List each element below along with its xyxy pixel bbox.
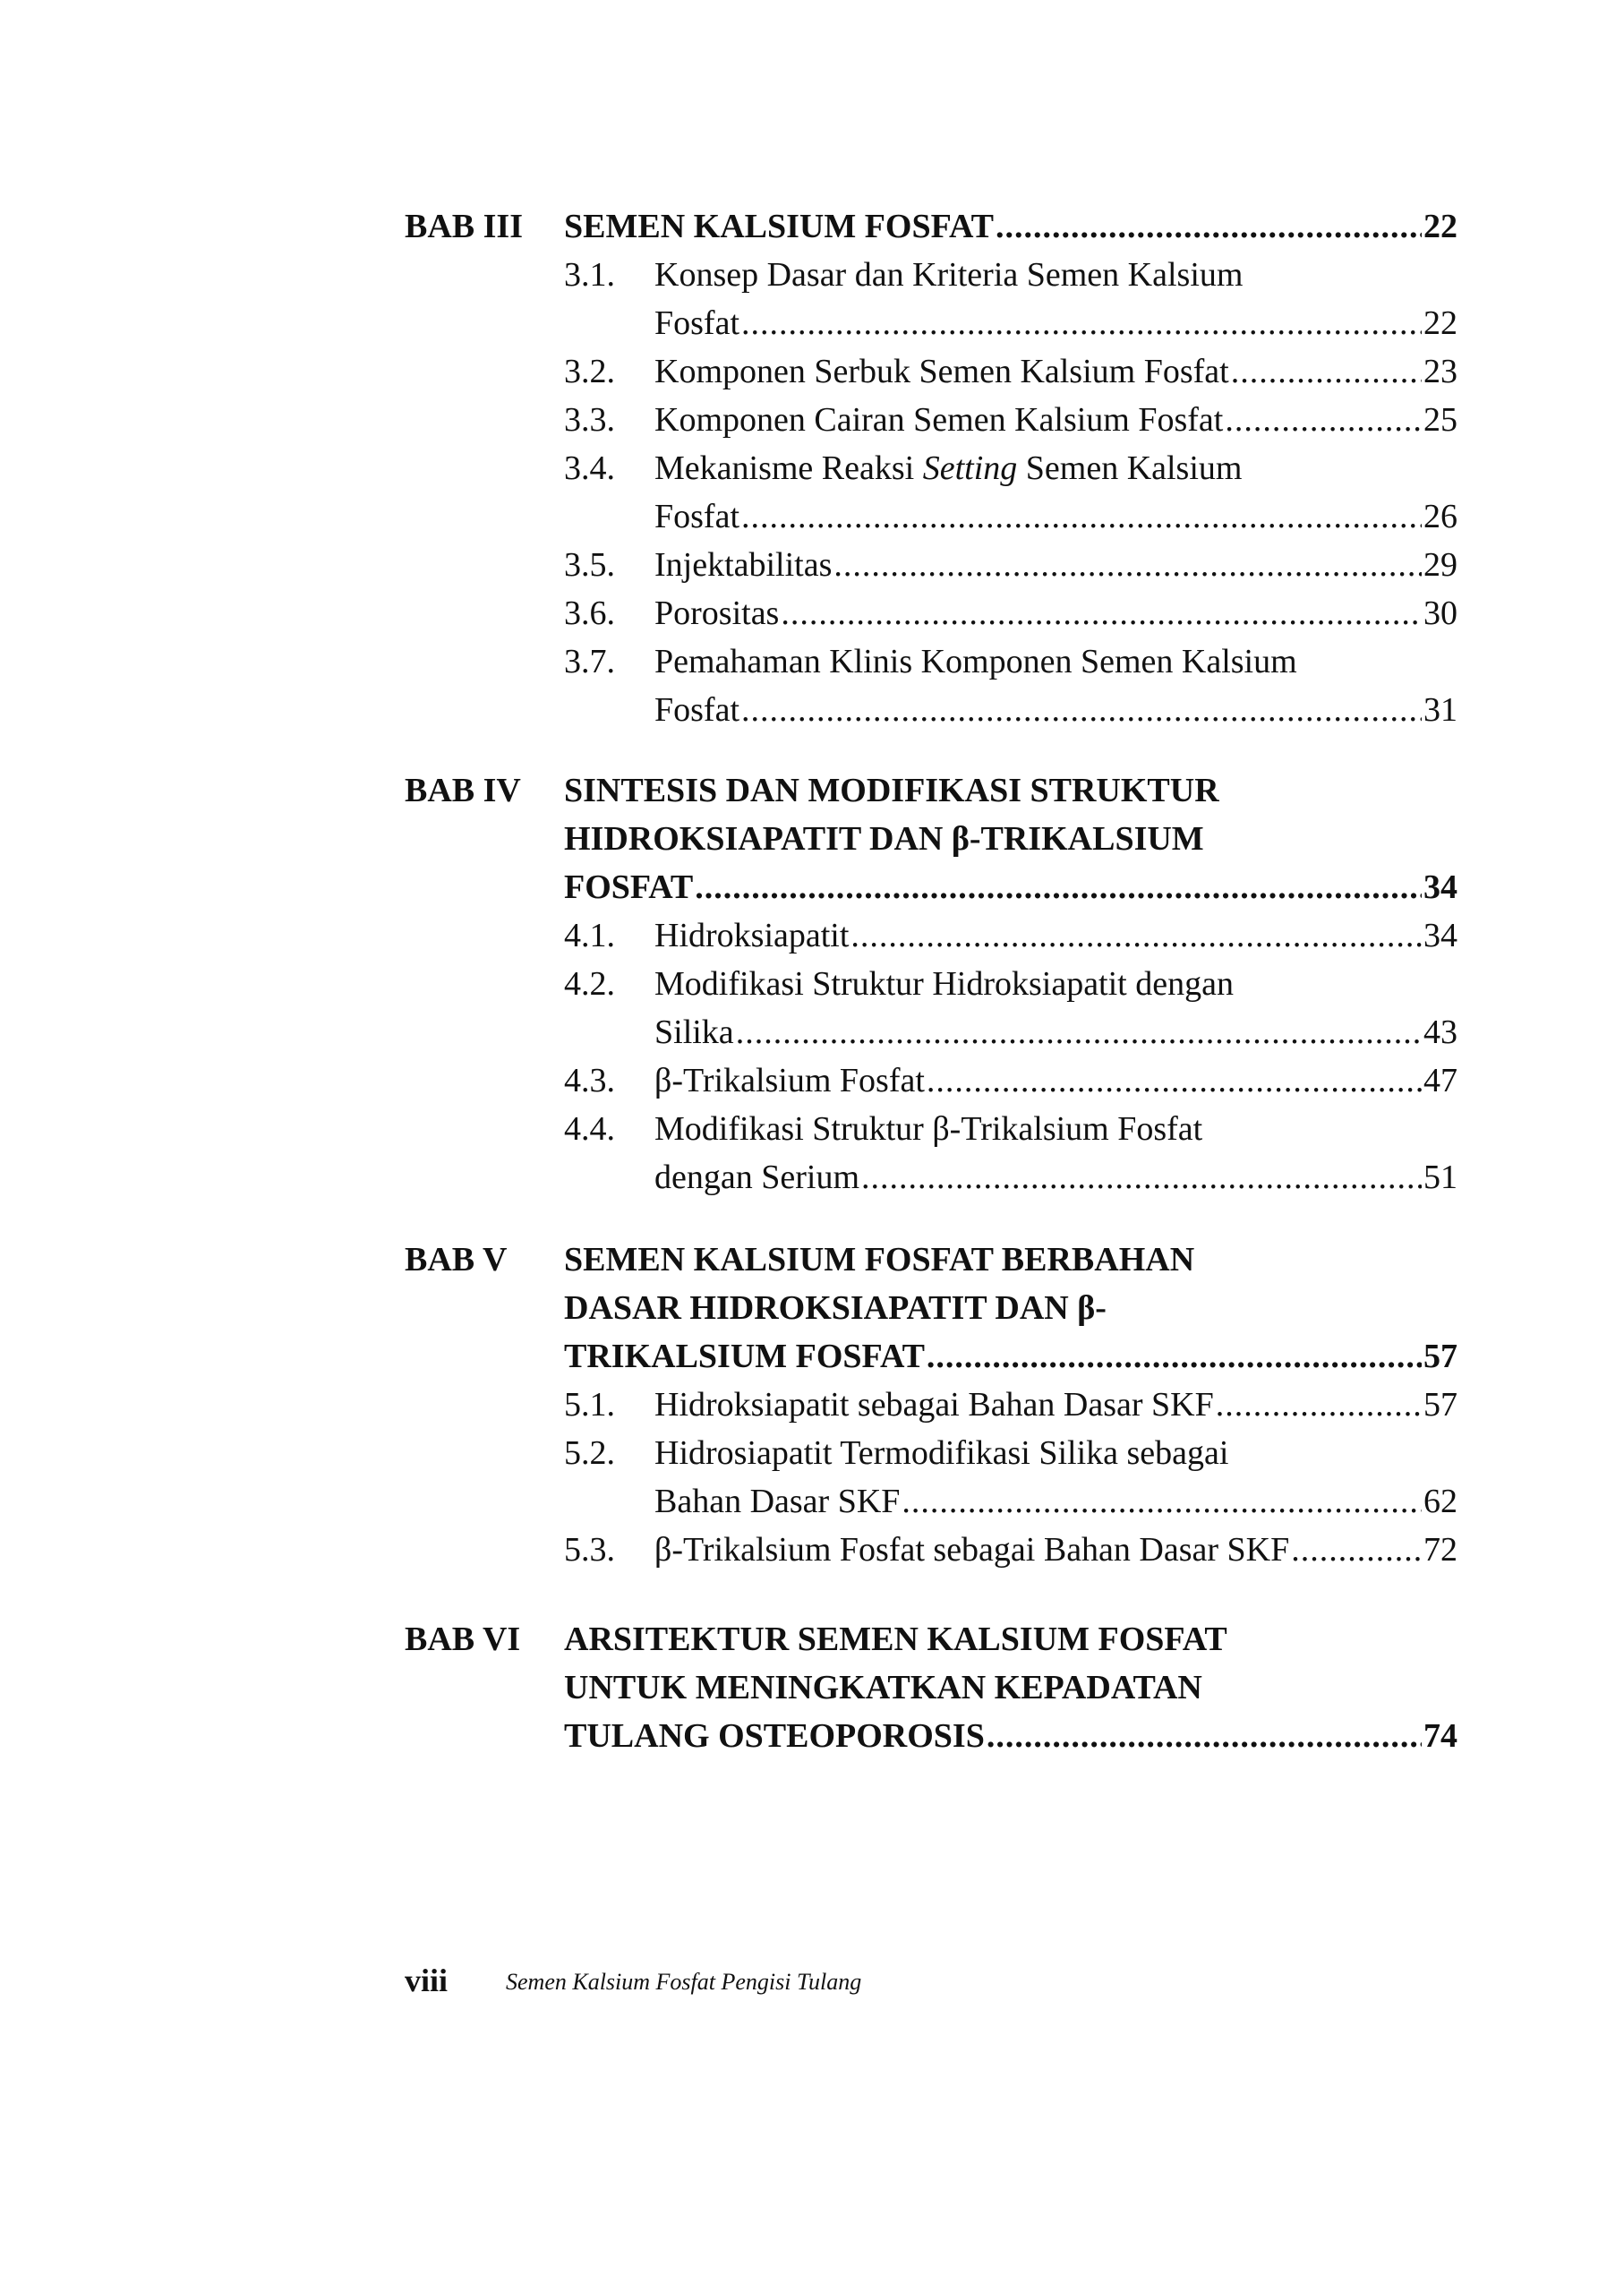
section-page-number: 30 [1423, 594, 1457, 632]
section-title-line [654, 251, 1457, 299]
chapter-label: BAB III [405, 208, 523, 245]
section-title-line [654, 541, 1457, 589]
section-page-number: 43 [1423, 1013, 1457, 1051]
section-number: 3.5. [564, 546, 615, 584]
section-number: 5.1. [564, 1386, 615, 1424]
dot-leader [781, 589, 1422, 637]
dot-leader [927, 1332, 1422, 1381]
section-title-text: Modifikasi Struktur Hidroksiapatit dengan [654, 965, 1234, 1003]
chapter-title-text: TRIKALSIUM FOSFAT [564, 1338, 925, 1375]
section-number: 4.4. [564, 1110, 615, 1148]
section-title-text: β-Trikalsium Fosfat sebagai Bahan Dasar SKF [654, 1531, 1290, 1569]
section-title-text: Semen Kalsium [1017, 449, 1243, 487]
section-title-text: Komponen Serbuk Semen Kalsium Fosfat [654, 353, 1229, 390]
chapter-title-line [564, 1236, 1457, 1284]
section-title-line [654, 1381, 1457, 1429]
chapter-page-number: 74 [1423, 1717, 1457, 1755]
section-title-text: Modifikasi Struktur β-Trikalsium Fosfat [654, 1110, 1203, 1148]
section-title-line [654, 299, 1457, 347]
dot-leader [741, 492, 1422, 541]
section-title-text: Silika [654, 1013, 734, 1051]
section-title-line [654, 1056, 1457, 1105]
dot-leader [987, 1712, 1422, 1760]
section-title-line [654, 347, 1457, 396]
section-title-line [654, 1153, 1457, 1202]
section-title-line [654, 589, 1457, 637]
dot-leader [861, 1153, 1422, 1202]
section-title-line [654, 1008, 1457, 1056]
section-title-text: Bahan Dasar SKF [654, 1483, 901, 1520]
chapter-label: BAB IV [405, 772, 521, 809]
dot-leader [902, 1477, 1422, 1526]
chapter-title-text: HIDROKSIAPATIT DAN β-TRIKALSIUM [564, 820, 1204, 858]
dot-leader [695, 863, 1422, 911]
section-title-line [654, 960, 1457, 1008]
section-title-text: dengan Serium [654, 1159, 860, 1196]
section-number: 4.2. [564, 965, 615, 1003]
section-title-line [654, 911, 1457, 960]
chapter-title-line [564, 1663, 1457, 1712]
chapter-label: BAB V [405, 1241, 508, 1279]
dot-leader [1231, 347, 1422, 396]
section-title-text: Hidroksiapatit sebagai Bahan Dasar SKF [654, 1386, 1214, 1424]
chapter-title-text: SEMEN KALSIUM FOSFAT [564, 208, 994, 245]
section-title-line [654, 637, 1457, 686]
section-title-text: Fosfat [654, 691, 739, 729]
chapter-title-line [564, 1284, 1457, 1332]
section-number: 3.7. [564, 643, 615, 680]
section-page-number: 62 [1423, 1483, 1457, 1520]
section-number: 5.3. [564, 1531, 615, 1569]
section-title-line [654, 444, 1457, 492]
dot-leader [736, 1008, 1422, 1056]
chapter-title-line [564, 766, 1457, 815]
section-title-text: Fosfat [654, 304, 739, 342]
chapter-page-number: 34 [1423, 868, 1457, 906]
chapter-title-text: FOSFAT [564, 868, 694, 906]
dot-leader [850, 911, 1422, 960]
section-number: 3.6. [564, 594, 615, 632]
section-title-text: Injektabilitas [654, 546, 833, 584]
section-page-number: 25 [1423, 401, 1457, 439]
section-title-text: Konsep Dasar dan Kriteria Semen Kalsium [654, 256, 1244, 294]
chapter-title-text: UNTUK MENINGKATKAN KEPADATAN [564, 1669, 1202, 1706]
chapter-title-line [564, 863, 1457, 911]
section-title-text: Pemahaman Klinis Komponen Semen Kalsium [654, 643, 1297, 680]
dot-leader [927, 1056, 1422, 1105]
dot-leader [833, 541, 1422, 589]
section-title-line [654, 1526, 1457, 1574]
section-number: 3.4. [564, 449, 615, 487]
section-page-number: 47 [1423, 1062, 1457, 1099]
section-title-line [654, 686, 1457, 734]
section-title-text: Mekanisme Reaksi [654, 449, 923, 487]
section-title-text: Porositas [654, 594, 780, 632]
section-title-line [654, 1105, 1457, 1153]
dot-leader [741, 686, 1422, 734]
chapter-title-line [564, 1712, 1457, 1760]
section-number: 5.2. [564, 1434, 615, 1472]
section-title-italic: Setting [922, 449, 1018, 487]
chapter-label: BAB VI [405, 1621, 521, 1658]
chapter-title-line [564, 1615, 1457, 1663]
section-title-text: Hidroksiapatit [654, 917, 850, 954]
section-page-number: 31 [1423, 691, 1457, 729]
section-page-number: 72 [1423, 1531, 1457, 1569]
dot-leader [996, 202, 1422, 251]
section-page-number: 23 [1423, 353, 1457, 390]
dot-leader [1225, 396, 1422, 444]
chapter-page-number: 22 [1423, 208, 1457, 245]
section-title-line [654, 396, 1457, 444]
section-title-line [654, 492, 1457, 541]
section-number: 3.2. [564, 353, 615, 390]
section-page-number: 26 [1423, 498, 1457, 535]
chapter-title-line [564, 202, 1457, 251]
section-page-number: 29 [1423, 546, 1457, 584]
section-title-text: Komponen Cairan Semen Kalsium Fosfat [654, 401, 1224, 439]
section-page-number: 22 [1423, 304, 1457, 342]
section-page-number: 57 [1423, 1386, 1457, 1424]
section-page-number: 51 [1423, 1159, 1457, 1196]
section-title-line [654, 1429, 1457, 1477]
section-title-text: Hidrosiapatit Termodifikasi Silika sebagai [654, 1434, 1229, 1472]
chapter-title-line [564, 815, 1457, 863]
section-title-text: β-Trikalsium Fosfat [654, 1062, 925, 1099]
dot-leader [1291, 1526, 1422, 1574]
section-page-number: 34 [1423, 917, 1457, 954]
chapter-title-line [564, 1332, 1457, 1381]
dot-leader [741, 299, 1422, 347]
dot-leader [1216, 1381, 1422, 1429]
chapter-title-text: SEMEN KALSIUM FOSFAT BERBAHAN [564, 1241, 1195, 1279]
chapter-title-text: DASAR HIDROKSIAPATIT DAN β- [564, 1289, 1107, 1327]
section-title-text: Fosfat [654, 498, 739, 535]
section-title-line [654, 1477, 1457, 1526]
chapter-title-text: SINTESIS DAN MODIFIKASI STRUKTUR [564, 772, 1219, 809]
section-number: 4.3. [564, 1062, 615, 1099]
page-number: viii [405, 1963, 449, 1998]
running-title: Semen Kalsium Fosfat Pengisi Tulang [506, 1969, 862, 1995]
chapter-title-text: TULANG OSTEOPOROSIS [564, 1717, 985, 1755]
section-number: 3.3. [564, 401, 615, 439]
chapter-title-text: ARSITEKTUR SEMEN KALSIUM FOSFAT [564, 1621, 1227, 1658]
section-number: 4.1. [564, 917, 615, 954]
chapter-page-number: 57 [1423, 1338, 1457, 1375]
section-number: 3.1. [564, 256, 615, 294]
